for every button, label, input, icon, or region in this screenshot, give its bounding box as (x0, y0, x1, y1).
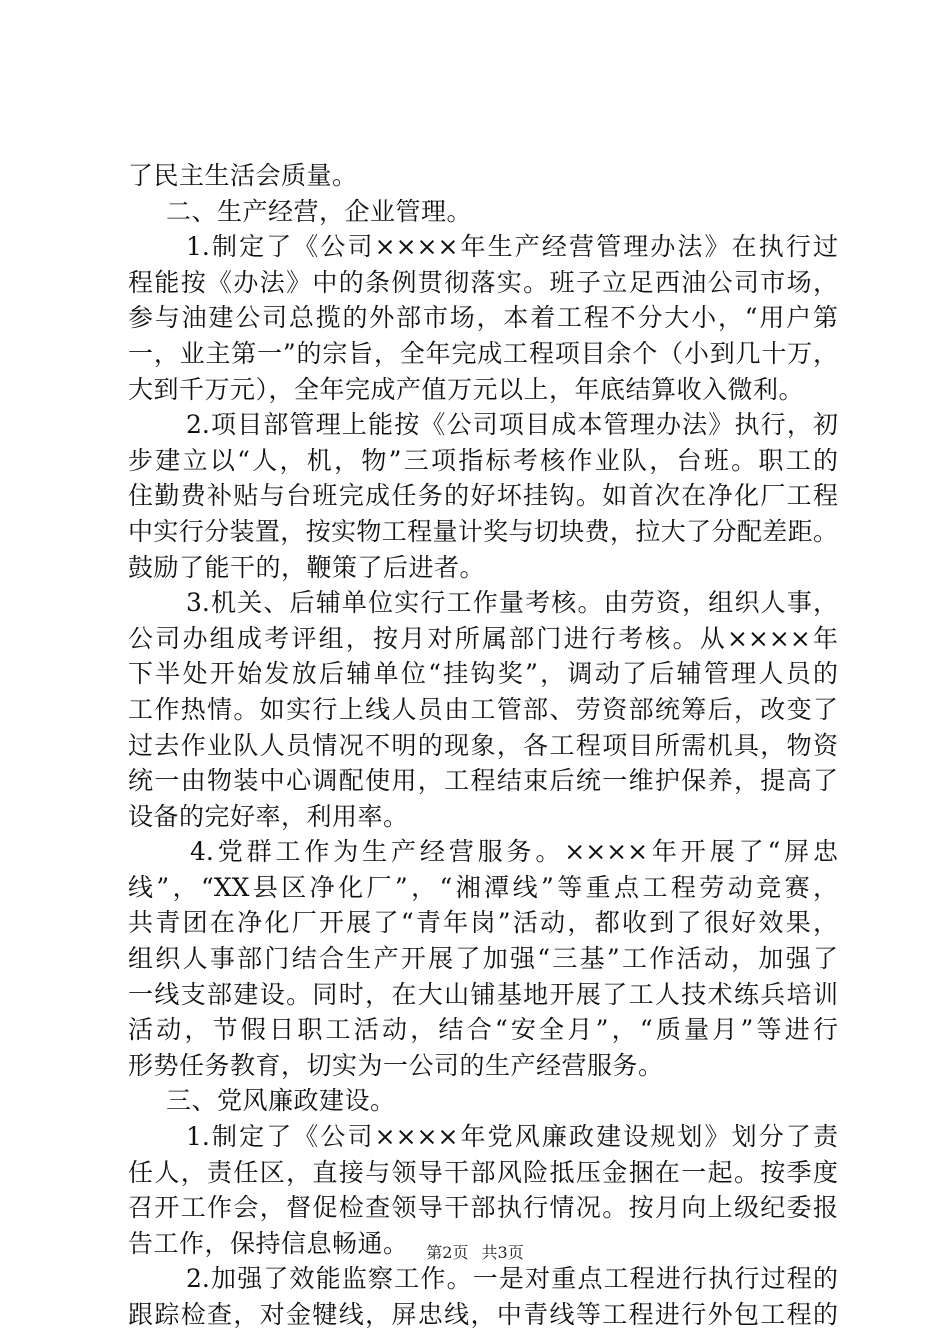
text-line: 1.制定了《公司××××年党风廉政建设规划》划分了责 (186, 1122, 838, 1152)
text-line: 一，业主第一”的宗旨，全年完成工程项目余个（小到几十万， (128, 338, 838, 368)
text-line: 3.机关、后辅单位实行工作量考核。由劳资，组织人事， (186, 588, 838, 618)
text-line: 任人，责任区，直接与领导干部风险抵压金捆在一起。按季度 (128, 1157, 838, 1187)
page-total: 共3页 (481, 1243, 524, 1262)
document-body (128, 158, 838, 1333)
text-line: 了民主生活会质量。 (128, 161, 358, 190)
text-line: 参与油建公司总揽的外部市场，本着工程不分大小，“用户第 (128, 303, 838, 333)
text-line: 2.加强了效能监察工作。一是对重点工程进行执行过程的 (186, 1264, 838, 1294)
text-line: 程能按《办法》中的条例贯彻落实。班子立足西油公司市场， (128, 267, 838, 297)
text-line: 1.制定了《公司××××年生产经营管理办法》在执行过 (186, 232, 838, 262)
text-line: 大到千万元），全年完成产值万元以上，年底结算收入微利。 (128, 374, 805, 404)
text-line: 工作热情。如实行上线人员由工管部、劳资部统筹后，改变了 (128, 694, 838, 724)
text-line: 组织人事部门结合生产开展了加强“三基”工作活动，加强了 (128, 944, 838, 974)
text-line: 一线支部建设。同时，在大山铺基地开展了工人技术练兵培训 (128, 979, 838, 1009)
page-number: 第2页 (426, 1243, 469, 1262)
text-line: 鼓励了能干的，鞭策了后进者。 (128, 552, 486, 582)
section-heading: 三、党风廉政建设。 (166, 1086, 396, 1116)
text-line: 召开工作会，督促检查领导干部执行情况。按月向上级纪委报 (128, 1193, 838, 1223)
text-line: 中实行分装置，按实物工程量计奖与切块费，拉大了分配差距。 (128, 516, 838, 546)
section-heading: 二、生产经营，企业管理。 (166, 196, 473, 226)
text-line: 共青团在净化厂开展了“青年岗”活动，都收到了很好效果， (128, 908, 838, 938)
text-line: 跟踪检查，对金犍线，屏忠线，中青线等工程进行外包工程的 (128, 1300, 838, 1329)
text-line: 过去作业队人员情况不明的现象，各工程项目所需机具，物资 (128, 730, 838, 760)
text-line: 形势任务教育，切实为一公司的生产经营服务。 (128, 1050, 664, 1080)
text-line: 公司办组成考评组，按月对所属部门进行考核。从××××年 (128, 623, 838, 653)
text-line: 线”，“XX县区净化厂”，“湘潭线”等重点工程劳动竞赛， (128, 872, 838, 902)
text-line: 步建立以“人，机，物”三项指标考核作业队，台班。职工的 (128, 445, 838, 475)
text-line: 活动，节假日职工活动，结合“安全月”，“质量月”等进行 (128, 1015, 838, 1045)
text-line: 下半处开始发放后辅单位“挂钩奖”，调动了后辅管理人员的 (128, 659, 838, 689)
text-line: 设备的完好率，利用率。 (128, 801, 409, 831)
page-footer (0, 1240, 950, 1263)
text-line: 统一由物装中心调配使用，工程结束后统一维护保养，提高了 (128, 766, 838, 796)
text-line: 2.项目部管理上能按《公司项目成本管理办法》执行，初 (186, 410, 838, 440)
text-line: 4.党群工作为生产经营服务。××××年开展了“屏忠 (190, 837, 838, 867)
text-line: 住勤费补贴与台班完成任务的好坏挂钩。如首次在净化厂工程 (128, 481, 838, 511)
text-line: 告工作，保持信息畅通。 (128, 1228, 409, 1258)
